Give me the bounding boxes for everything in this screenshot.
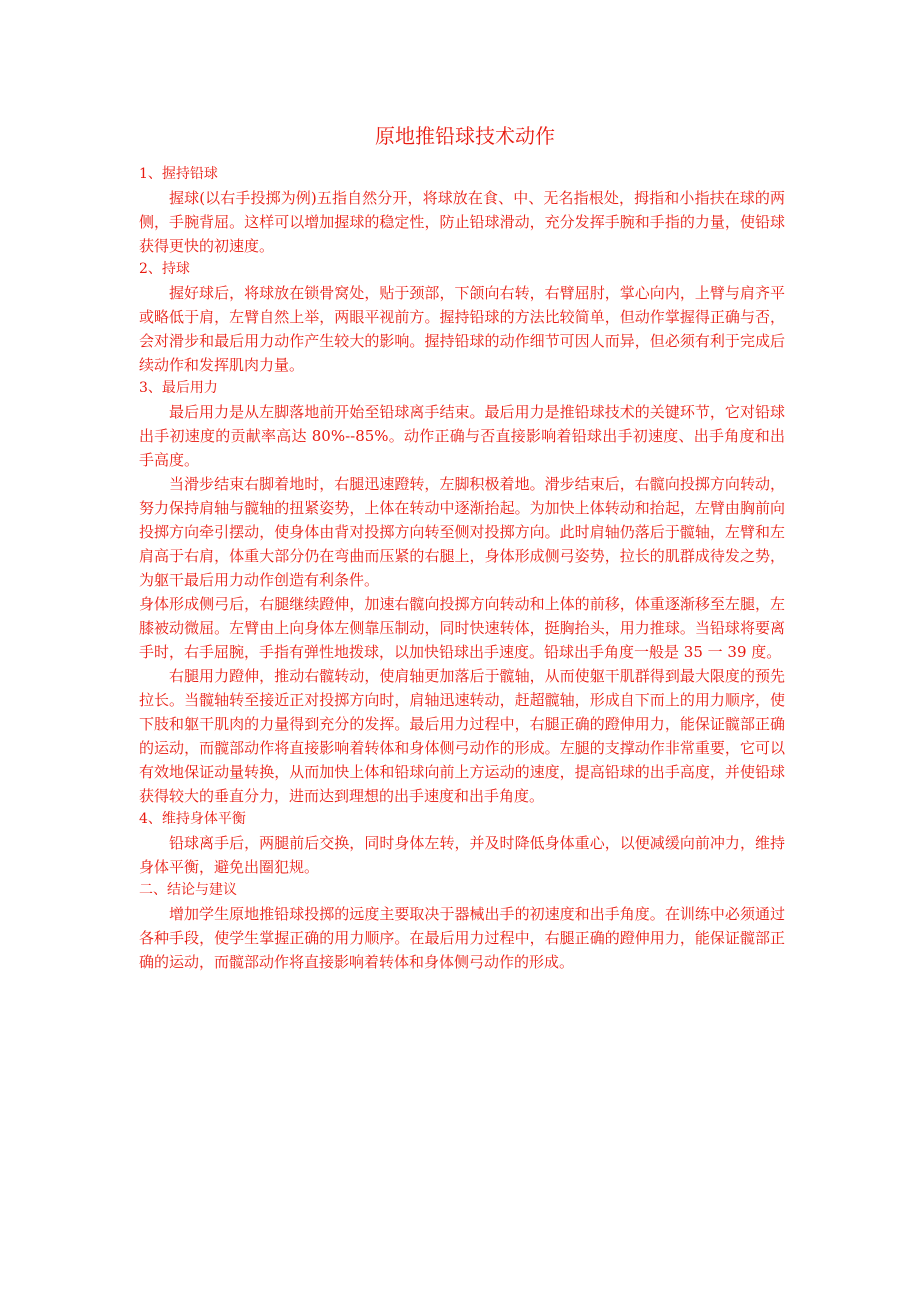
paragraph: 身体形成侧弓后，右腿继续蹬伸，加速右髋向投掷方向转动和上体的前移，体重逐渐移至左腿，左膝被动微屈。左臂由上向身体左侧靠压制动，同时快速转体，挺胸抬头，用力推球。当铅球将要离手时，右手屈腕，手指有弹性地拨球，以加快铅球出手速度。铅球出手角度一般是 35 一 39 度。 xyxy=(139,595,785,661)
section-heading: 1、握持铅球 xyxy=(139,166,218,182)
paragraph: 当滑步结束右脚着地时，右腿迅速蹬转，左脚积极着地。滑步结束后，右髋向投掷方向转动，努力保持肩轴与髋轴的扭紧姿势，上体在转动中逐渐抬起。为加快上体转动和抬起，左臂由胸前向投掷方向牵引摆动，使身体由背对投掷方向转至侧对投掷方向。此时肩轴仍落后于髋轴，左臂和左肩高于右肩，体重大部分仍在弯曲而压紧的右腿上，身体形成侧弓姿势，拉长的肌群成待发之势，为躯干最后用力动作创造有利条件。 xyxy=(139,475,785,589)
section-balance xyxy=(139,808,785,879)
section-heading: 2、持球 xyxy=(139,261,190,277)
paragraph: 最后用力是从左脚落地前开始至铅球离手结束。最后用力是推铅球技术的关键环节，它对铅球出手初速度的贡献率高达 80%--85%。动作正确与否直接影响着铅球出手初速度、出手角度和出手高度。 xyxy=(139,403,785,469)
paragraph: 增加学生原地推铅球投掷的远度主要取决于器械出手的初速度和出手角度。在训练中必须通过各种手段，使学生掌握正确的用力顺序。在最后用力过程中，右腿正确的蹬伸用力，能保证髋部正确的运动，而髋部动作将直接影响着转体和身体侧弓动作的形成。 xyxy=(139,905,785,971)
document-body xyxy=(139,121,785,974)
section-hold xyxy=(139,258,785,377)
section-heading: 3、最后用力 xyxy=(139,380,218,396)
paragraph: 握球(以右手投掷为例)五指自然分开，将球放在食、中、无名指根处，拇指和小指扶在球的两侧，手腕背屈。这样可以增加握球的稳定性，防止铅球滑动，充分发挥手腕和手指的力量，使铅球获得更快的初速度。 xyxy=(139,189,785,255)
document-title: 原地推铅球技术动作 xyxy=(375,124,555,148)
section-heading: 4、维持身体平衡 xyxy=(139,811,246,827)
paragraph: 右腿用力蹬伸，推动右髋转动，使肩轴更加落后于髋轴，从而使躯干肌群得到最大限度的预先拉长。当髋轴转至接近正对投掷方向时，肩轴迅速转动，赶超髋轴，形成自下而上的用力顺序，使下肢和躯干肌肉的力量得到充分的发挥。最后用力过程中，右腿正确的蹬伸用力，能保证髋部正确的运动，而髋部动作将直接影响着转体和身体侧弓动作的形成。左腿的支撑动作非常重要，它可以有效地保证动量转换，从而加快上体和铅球向前上方运动的速度，提高铅球的出手高度，并使铅球获得较大的垂直分力，进而达到理想的出手速度和出手角度。 xyxy=(139,667,785,805)
section-heading: 二、结论与建议 xyxy=(139,882,237,898)
section-conclusion xyxy=(139,879,785,974)
section-grip xyxy=(139,163,785,258)
section-final-force xyxy=(139,377,785,808)
paragraph: 握好球后，将球放在锁骨窝处，贴于颈部，下颌向右转，右臂屈肘，掌心向内，上臂与肩齐平或略低于肩，左臂自然上举，两眼平视前方。握持铅球的方法比较简单，但动作掌握得正确与否，会对滑步和最后用力动作产生较大的影响。握持铅球的动作细节可因人而异，但必须有利于完成后续动作和发挥肌肉力量。 xyxy=(139,284,785,374)
paragraph: 铅球离手后，两腿前后交换，同时身体左转，并及时降低身体重心，以便减缓向前冲力，维持身体平衡，避免出圈犯规。 xyxy=(139,834,785,876)
